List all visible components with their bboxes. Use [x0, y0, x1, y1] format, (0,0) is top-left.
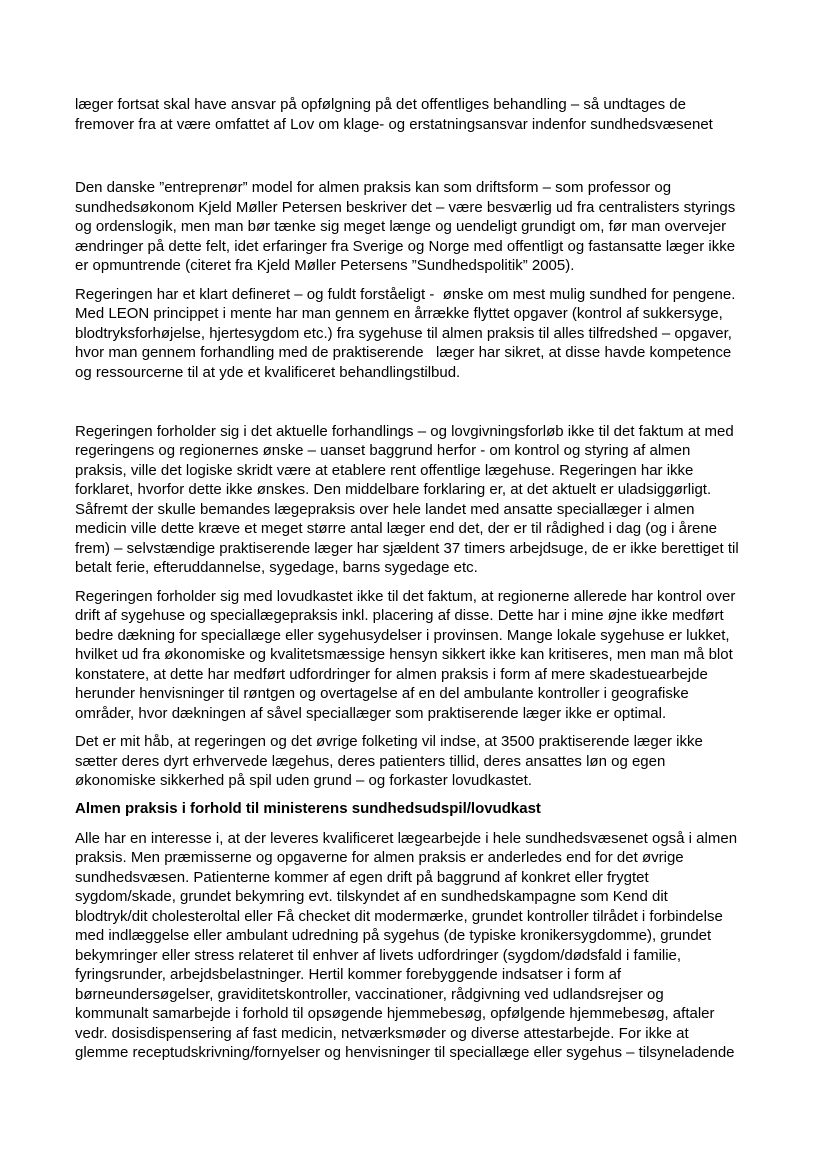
text-line: Regeringen forholder sig i det aktuelle forhandlings – og lovgivningsforløb ikke til det faktum at med	[75, 423, 734, 440]
text-line: sundhedsøkonom Kjeld Møller Petersen beskriver det – være besværlig ud fra centralisters styrings	[75, 199, 736, 216]
text-line: bedre dækning for speciallæge eller sygehusydelser i provinsen. Mange lokale sygehuse er lukket,	[75, 627, 730, 644]
text-line: Regeringen forholder sig med lovudkastet ikke til det faktum, at regionerne allerede har kontrol over	[75, 588, 736, 605]
text-line: herunder henvisninger til røntgen og overtagelse af en del ambulante kontroller i geografiske	[75, 685, 689, 702]
text-line: fyringsrunder, arbejdsbelastninger. Hertil kommer forebyggende indsatser i form af	[75, 966, 622, 983]
text-line: er opmuntrende (citeret fra Kjeld Møller Petersens ”Sundhedspolitik” 2005).	[75, 257, 575, 274]
text-line: Regeringen har et klart defineret – og fuldt forståeligt - ønske om mest mulig sundhed for pengene.	[75, 286, 736, 303]
text-line: Såfremt der skulle bemandes lægepraksis over hele landet med ansatte speciallæger i almen	[75, 501, 695, 518]
text-line: blodtryk/dit cholesteroltal eller Få checket dit modermærke, grundet kontroller tilrådet i forbindelse	[75, 908, 723, 925]
text-line: sætter deres dyrt erhvervede lægehus, deres patienters tillid, deres ansattes løn og egen	[75, 753, 666, 770]
text-line: børneundersøgelser, graviditetskontroller, vaccinationer, rådgivning ved udlandsrejser og	[75, 986, 664, 1003]
text-line: regeringens og regionernes ønske – uanset baggrund herfor - om kontrol og styring af almen	[75, 442, 691, 459]
text-line: ændringer på dette felt, idet erfaringer fra Sverige og Norge med offentligt og fastansatte læger ikke	[75, 238, 736, 255]
text-line: bekymringer eller stress relateret til enhver af livets udfordringer (sygdom/dødsfald i familie,	[75, 947, 682, 964]
text-line: og ordenslogik, men man bør tænke sig meget længe og uendeligt grundigt om, før man overvejer	[75, 218, 727, 235]
text-line: praksis. Men præmisserne og opgaverne for almen praksis er anderledes end for det øvrige	[75, 849, 684, 866]
text-line: sygdom/skade, grundet bekymring evt. tilskyndet af en sundhedskampagne som Kend dit	[75, 888, 668, 905]
text-line: og ressourcerne til at yde et kvalificeret behandlingstilbud.	[75, 364, 461, 381]
text-line: Med LEON princippet i mente har man gennem en årrække flyttet opgaver (kontrol af sukkersyge,	[75, 305, 723, 322]
section-heading: Almen praksis i forhold til ministerens sundhedsudspil/lovudkast	[75, 800, 541, 817]
text-line: økonomiske sikkerhed på spil uden grund – og forkaster lovudkastet.	[75, 772, 532, 789]
text-line: konstatere, at dette har medført udfordringer for almen praksis i form af mere skadestuearbejde	[75, 666, 708, 683]
text-line: frem) – selvstændige praktiserende læger har sjældent 37 timers arbejdsuge, de er ikke berettiget til	[75, 540, 739, 557]
text-line: forklaret, hvorfor dette ikke ønskes. Den middelbare forklaring er, at det aktuelt er uladsiggørligt.	[75, 481, 712, 498]
text-line: hvilket ud fra økonomiske og kvalitetsmæssige hensyn sikkert ikke kan kritiseres, men man må blot	[75, 646, 733, 663]
text-line: Det er mit håb, at regeringen og det øvrige folketing vil indse, at 3500 praktiserende læger ikke	[75, 733, 703, 750]
text-line: læger fortsat skal have ansvar på opfølgning på det offentliges behandling – så undtages de	[75, 96, 686, 113]
text-line: medicin ville dette kræve et meget større antal læger end det, der er til rådighed i dag (og i årene	[75, 520, 717, 537]
text-line: hvor man gennem forhandling med de praktiserende læger har sikret, at disse havde kompetence	[75, 344, 732, 361]
text-line: kommunalt samarbejde i forhold til opsøgende hjemmebesøg, opfølgende hjemmebesøg, aftaler	[75, 1005, 715, 1022]
text-line: sundhedsvæsen. Patienterne kommer af egen drift på baggrund af konkret eller frygtet	[75, 869, 649, 886]
text-line: praksis, ville det logiske skridt være at etablere rent offentlige lægehuse. Regeringen har ikke	[75, 462, 694, 479]
text-line: med indlæggelse eller ambulant udredning på sygehus (de typiske kronikersygdomme), grundet	[75, 927, 712, 944]
text-line: Alle har en interesse i, at der leveres kvalificeret lægearbejde i hele sundhedsvæsenet også i almen	[75, 830, 738, 847]
text-line: blodtryksforhøjelse, hjertesygdom etc.) fra sygehuse til almen praksis til alles tilfredshed – opgaver,	[75, 325, 732, 342]
text-line: glemme receptudskrivning/fornyelser og henvisninger til speciallæge eller sygehus – tilsyneladende	[75, 1044, 735, 1061]
text-line: drift af sygehuse og speciallægepraksis inkl. placering af disse. Dette har i mine øjne ikke medført	[75, 607, 724, 624]
text-line: områder, hvor dækningen af såvel speciallæger som praktiserende læger ikke er optimal.	[75, 705, 667, 722]
text-line: Den danske ”entreprenør” model for almen praksis kan som driftsform – som professor og	[75, 179, 672, 196]
text-line: vedr. dosisdispensering af fast medicin, netværksmøder og diverse attestarbejde. For ikke at	[75, 1025, 689, 1042]
text-line: betalt ferie, efteruddannelse, sygedage, barns sygedage etc.	[75, 559, 478, 576]
text-line: fremover fra at være omfattet af Lov om klage- og erstatningsansvar indenfor sundhedsvæsenet	[75, 116, 713, 133]
